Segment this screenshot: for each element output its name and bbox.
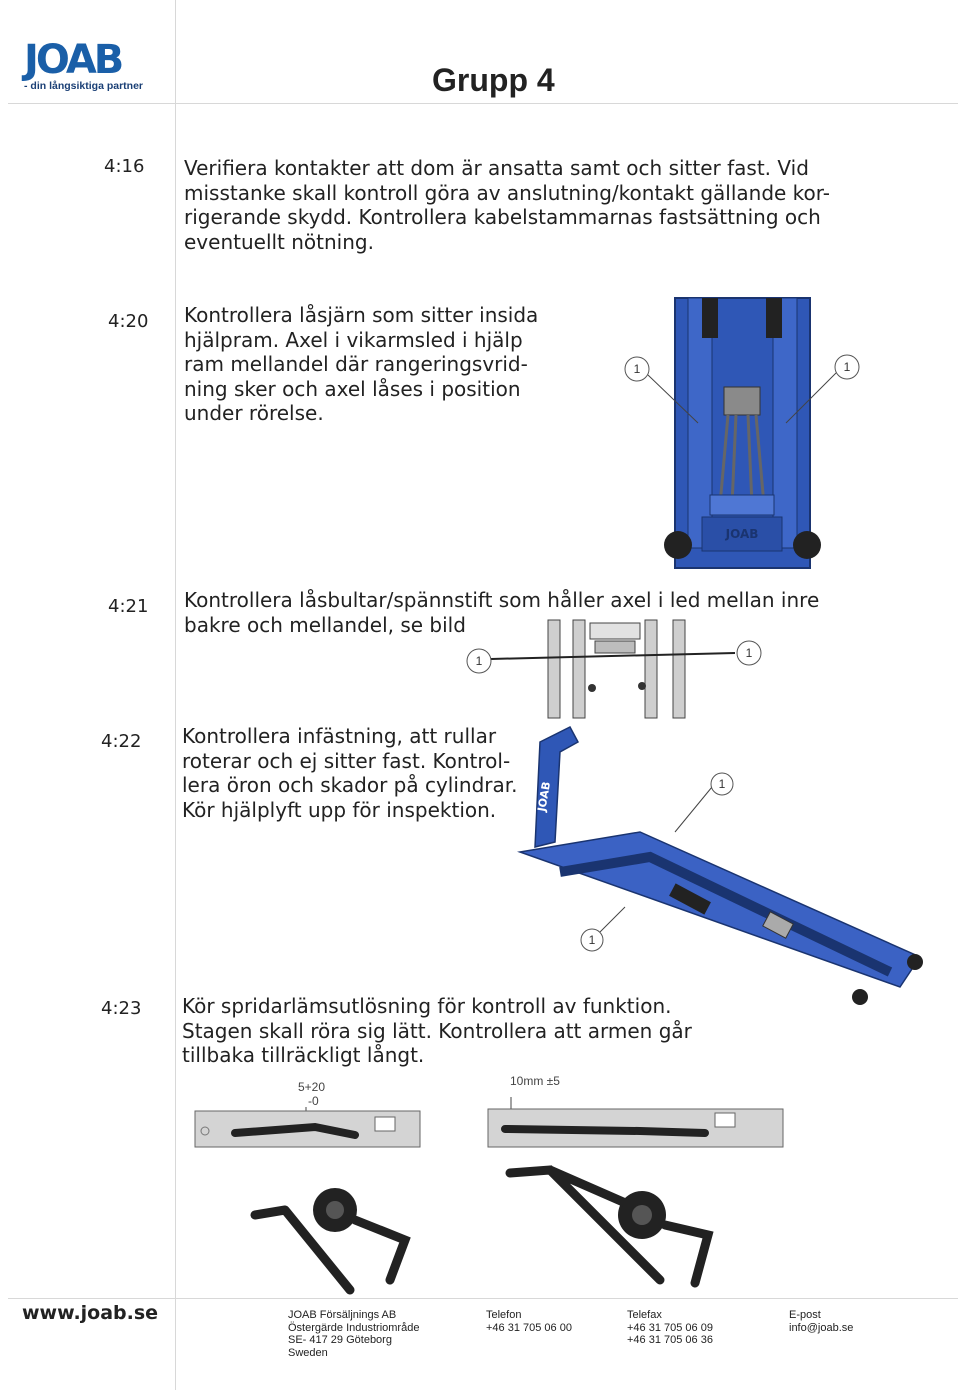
- callout-label: 1: [633, 362, 641, 376]
- text-line: lera öron och skador på cylindrar.: [182, 773, 518, 797]
- text-line: ning sker och axel låses i position: [184, 376, 521, 401]
- dimension-value: 5+20: [298, 1080, 326, 1094]
- hinge-lock-detail-image: [455, 615, 775, 720]
- dimension-label: 10mm ±5: [510, 1074, 560, 1088]
- company-address: [288, 1309, 419, 1359]
- email-block: [789, 1309, 853, 1334]
- text-line: Kontrollera låsbultar/spännstift som håller axel i led mellan inre: [184, 588, 820, 612]
- logo-tagline: - din långsiktiga partner: [24, 80, 144, 92]
- joab-logo: [24, 38, 164, 92]
- phone-value: +46 31 705 06 00: [486, 1321, 572, 1334]
- text-line: hjälpram. Axel i vikarmsled i hjälp: [184, 327, 523, 352]
- section-text: [182, 724, 522, 822]
- svg-text:JOAB: JOAB: [725, 527, 759, 541]
- phone-block: [486, 1309, 572, 1334]
- hooklift-isometric-image: [500, 722, 930, 1012]
- text-line: Kontrollera infästning, att rullar: [182, 724, 497, 748]
- fax-label: Telefax: [627, 1309, 662, 1321]
- email-link[interactable]: info@joab.se: [789, 1321, 854, 1334]
- fax-value: +46 31 705 06 36: [627, 1334, 713, 1346]
- callout-label: 1: [745, 646, 753, 660]
- section-number: 4:16: [104, 156, 145, 177]
- section-number: 4:23: [101, 998, 142, 1019]
- callout-label: 1: [475, 654, 483, 668]
- section-number: 4:22: [101, 731, 142, 752]
- text-line: Kör spridarlämsutlösning för kontroll av funktion.: [182, 994, 672, 1018]
- svg-text:JOAB: JOAB: [535, 780, 554, 813]
- text-line: eventuellt nötning.: [184, 229, 374, 254]
- address-line: Sweden: [288, 1346, 328, 1359]
- section-text: [184, 303, 584, 426]
- text-line: Verifiera kontakter att dom är ansatta samt och sitter fast. Vid: [184, 156, 809, 180]
- callout-label: 1: [718, 777, 726, 791]
- section-number: 4:20: [108, 311, 149, 332]
- callout-label: 1: [588, 933, 596, 947]
- text-line: Stagen skall röra sig lätt. Kontrollera att armen går: [182, 1018, 692, 1043]
- email-label: E-post: [789, 1309, 821, 1321]
- section-number: 4:21: [108, 596, 149, 617]
- fax-value: +46 31 705 06 09: [627, 1321, 713, 1334]
- fax-block: [627, 1309, 713, 1347]
- text-line: misstanke skall kontroll göra av anslutning/kontakt gällande kor-: [184, 180, 830, 205]
- subframe-top-view-image: [610, 295, 870, 575]
- address-line: Östergärde Industriområde: [288, 1321, 420, 1334]
- text-line: roterar och ej sitter fast. Kontrol-: [182, 748, 511, 773]
- text-line: ram mellandel där rangeringsvrid-: [184, 352, 528, 376]
- website-link[interactable]: www.joab.se: [22, 1302, 159, 1324]
- address-line: JOAB Försäljnings AB: [288, 1309, 397, 1321]
- header-rule: [8, 103, 958, 104]
- text-line: under rörelse.: [184, 401, 324, 425]
- text-line: rigerande skydd. Kontrollera kabelstammarnas fastsättning och: [184, 205, 821, 229]
- section-text: [182, 994, 742, 1068]
- text-line: tillbaka tillräckligt långt.: [182, 1043, 425, 1067]
- page-title: Grupp 4: [432, 62, 555, 98]
- text-line: Kör hjälplyft upp för inspektion.: [182, 797, 497, 822]
- logo-word: JOAB: [24, 37, 122, 83]
- vertical-rule: [175, 0, 176, 1390]
- spreader-release-images: [190, 1085, 790, 1300]
- section-text: [184, 156, 864, 254]
- text-line: bakre och mellandel, se bild: [184, 612, 466, 637]
- dimension-tolerance: -0: [308, 1094, 319, 1108]
- callout-label: 1: [843, 360, 851, 374]
- text-line: Kontrollera låsjärn som sitter insida: [184, 303, 539, 327]
- phone-label: Telefon: [486, 1309, 522, 1321]
- address-line: SE- 417 29 Göteborg: [288, 1334, 392, 1346]
